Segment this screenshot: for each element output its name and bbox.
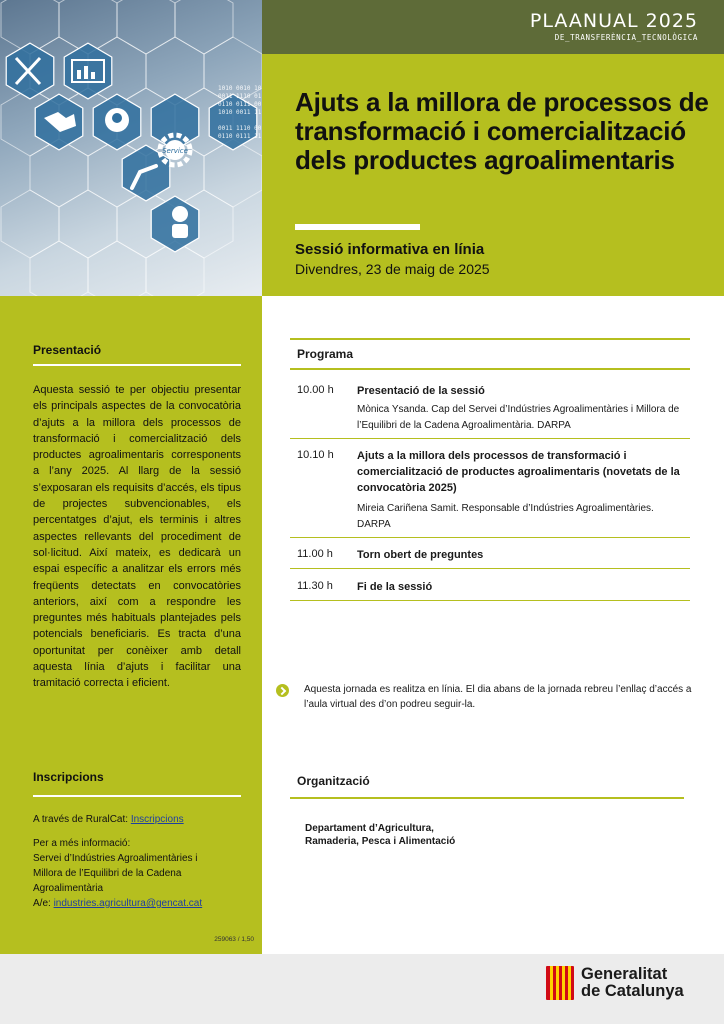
inscripcions-via (33, 812, 243, 827)
gencat-line-2: de Catalunya (581, 982, 684, 1000)
programa-header-rule (290, 368, 690, 370)
page-title: Ajuts a la millora de processos de transformació i comercialització dels productes agroalimentaris (295, 87, 709, 175)
row-1-title: Presentació de la sessió (357, 385, 485, 397)
presentacio-divider (33, 364, 241, 366)
head-icon (105, 108, 129, 132)
gencat-wordmark (581, 966, 684, 1000)
organitzacio-heading: Organització (297, 774, 370, 788)
svg-text:0110 0111 00: 0110 0111 00 (218, 101, 262, 108)
title-area (262, 54, 724, 296)
svg-text:0011 1110 01: 0011 1110 01 (218, 93, 262, 100)
info-line-3: Agroalimentària (33, 883, 104, 894)
presentacio-heading: Presentació (33, 343, 102, 357)
info-block (33, 836, 243, 896)
email-block (33, 896, 243, 911)
online-note: Aquesta jornada es realitza en línia. El dia abans de la jornada rebreu l’enllaç d’accés a l’aula virtual des d’on podreu seguir-la. (304, 684, 692, 710)
footer (0, 954, 724, 1024)
row-4-time: 11.30 h (297, 580, 333, 592)
svg-text:1010 0010 10: 1010 0010 10 (218, 85, 262, 92)
info-line-1: Servei d’Indústries Agroalimentàries i (33, 853, 198, 864)
gencat-logo-icon (546, 966, 574, 1000)
presentacio-text: Aquesta sessió te per objectiu presentar els principals aspectes de la convocatòria d’ajuts a la millora dels processos de transformació i comercialització dels productes agroalimentaris corresponents a l’any 2025. Al llarg de la sessió s’exposaran els requisits d’accés, els tipus de projectes subvencionables, els percentatges d’ajut, els terminis i altres aspectes rellevants del procediment de sol·licitud. Així mateix, es dedicarà un espai específic a analitzar els errors més freqüents detectats en convocatòries anteriors, així com a respondre les preguntes més habituals plantejades pels potencials beneficiaris. Es tracta d’una oportunitat per conèixer amb detall aquesta línia d’ajuts i facilitar una tramitació correcta i eficient. (33, 384, 241, 690)
svg-text:1010 0011 11: 1010 0011 11 (218, 109, 262, 116)
row-1-desc (357, 402, 687, 433)
organitzacio-divider (290, 797, 684, 799)
programa-top-rule (290, 338, 690, 340)
row-divider (290, 568, 690, 569)
session-type: Sessió informativa en línia (295, 241, 485, 258)
row-1-speaker: Mònica Ysanda (357, 404, 426, 415)
row-3-time: 11.00 h (297, 548, 333, 560)
left-column (0, 296, 262, 954)
info-line-2: Millora de l’Equilibri de la Cadena (33, 868, 182, 879)
svg-text:0011 1110 00: 0011 1110 00 (218, 125, 262, 132)
brand-bar (262, 0, 724, 54)
org-line-2: Ramaderia, Pesca i Alimentació (305, 836, 456, 847)
document-code: 259063 / 1,50 (214, 936, 254, 943)
inscripcions-heading: Inscripcions (33, 770, 104, 784)
row-3-title: Torn obert de preguntes (357, 549, 484, 561)
brand-title: PLAANUAL 2025 (529, 10, 698, 32)
row-divider (290, 537, 690, 538)
svg-text:0110 0111 11: 0110 0111 11 (218, 133, 262, 140)
org-line-1: Departament d’Agricultura, (305, 823, 434, 834)
hexagon-illustration (0, 0, 262, 296)
email-prefix: A/e: (33, 898, 51, 909)
organitzacio-text (305, 822, 455, 848)
inscripcions-divider (33, 795, 241, 797)
gear-label: Service (162, 147, 188, 155)
title-divider (295, 224, 420, 230)
row-divider (290, 600, 690, 601)
row-divider (290, 438, 690, 439)
hero-image (0, 0, 262, 296)
row-1-time: 10.00 h (297, 384, 334, 396)
row-2-time: 10.10 h (297, 449, 334, 461)
session-date: Divendres, 23 de maig de 2025 (295, 261, 490, 277)
info-label: Per a més informació: (33, 838, 131, 849)
email-link[interactable]: industries.agricultura@gencat.cat (53, 898, 203, 909)
programa-heading: Programa (297, 347, 354, 361)
row-2-title: Ajuts a la millora dels processos de transformació i comercialització de productes agroalimentaris (novetats de la convocatòria 2025) (357, 450, 680, 494)
inscripcions-link[interactable]: Inscripcions (130, 814, 184, 825)
gencat-line-1: Generalitat (581, 965, 668, 983)
inscripcions-via-prefix: A través de RuralCat: (33, 814, 129, 825)
row-4-title: Fi de la sessió (357, 581, 433, 593)
row-1-role: . Cap del Servei d’Indústries Agroalimentàries i Millora de l’Equilibri de la Cadena Agroalimentària. DARPA (357, 404, 680, 431)
arrow-right-icon (276, 684, 289, 697)
row-2-desc: Mireia Cariñena Samit. Responsable d’Indústries Agroalimentàries. DARPA (357, 503, 654, 530)
brand-subtitle: DE_TRANSFERÈNCIA_TECNOLÒGICA (554, 33, 698, 42)
